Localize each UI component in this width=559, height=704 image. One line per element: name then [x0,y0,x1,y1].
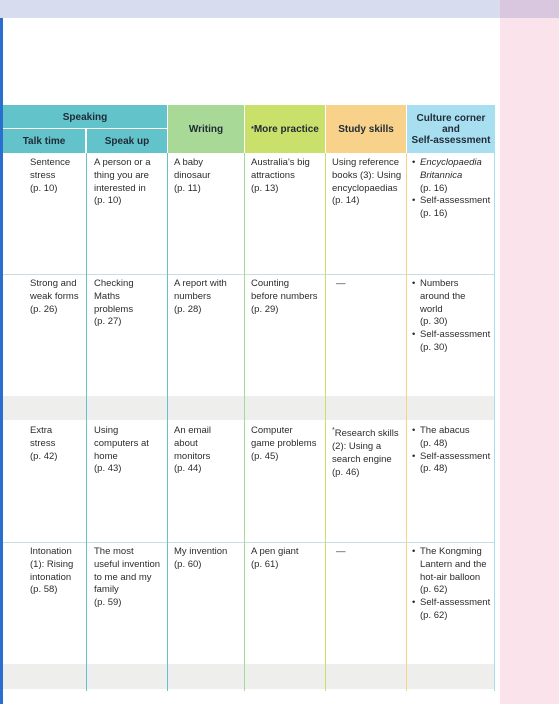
cell-line: A baby [174,157,204,168]
culture-line: • The abacus [420,425,470,436]
culture-page-ref: (p. 16) [420,208,448,220]
culture-line: • Numbers [420,278,459,289]
cell-line: *Research skills [332,427,399,440]
cell-line: weak forms [30,290,79,302]
header-writing: Writing [168,105,244,153]
culture-bullet-item [410,451,490,477]
more-practice-mark: * [251,125,254,133]
culture-line: Britannica [420,169,463,181]
row-divider [3,542,495,543]
cell-line: (p. 60) [174,558,202,570]
cell-line: books (3): Using [332,169,402,181]
culture-header-line2: and [442,123,460,135]
more-practice-cell [251,278,318,316]
cell-line: numbers [174,290,211,302]
talk-time-cell [30,157,70,195]
cell-line: (p. 42) [30,450,58,462]
cell-line: Computer [251,425,293,436]
culture-page-ref: (p. 48) [420,437,448,449]
cell-line: problems [94,303,134,315]
column-divider [325,153,326,691]
cell-line: Sentence [30,157,71,168]
cell-line: Australia's big [251,157,310,168]
cell-line: (p. 13) [251,182,279,194]
cell-line: (p. 43) [94,463,122,475]
page-edge-strip [500,18,559,704]
cell-line: (p. 29) [251,303,279,315]
header-more-practice [245,105,325,153]
culture-bullet-item [410,597,490,623]
culture-page-ref: (p. 48) [420,463,448,475]
talk-time-cell [30,546,73,597]
culture-line: world [420,303,443,315]
cell-line: Using [94,425,119,436]
study-skills-cell [332,546,346,559]
cell-line: (p. 10) [94,195,122,207]
cell-line: (1): Rising [30,558,74,570]
cell-line: A person or a [94,157,151,168]
cell-line: — [336,546,346,557]
header-speaking: Speaking [3,105,167,129]
culture-bullet-item [410,157,482,195]
speak-up-cell [94,425,149,476]
study-skills-cell [332,425,399,479]
cell-line: thing you are [94,169,149,181]
cell-line: stress [30,437,56,449]
culture-header-line1: Culture corner [416,112,486,124]
cell-line: encyclopaedias [332,182,398,194]
cell-line: useful invention [94,558,161,570]
cell-line: (p. 26) [30,303,58,315]
speak-up-cell [94,157,151,208]
column-divider [167,153,168,691]
cell-line: search engine [332,453,392,465]
cell-line: (p. 46) [332,466,360,478]
writing-cell [174,157,210,195]
culture-bullet-item [410,329,490,355]
culture-bullet-item [410,195,490,221]
culture-line: Lantern and the [420,558,487,570]
more-practice-cell [251,425,316,463]
cell-line: about [174,437,198,449]
cell-line: (p. 10) [30,182,58,194]
cell-line: The most [94,546,134,557]
culture-line: • Encyclopaedia [420,157,482,168]
cell-line: home [94,450,118,462]
cell-line: game problems [251,437,317,449]
cell-line: family [94,584,119,596]
cell-line: (p. 27) [94,316,122,328]
section-band [3,396,495,420]
cell-line: (p. 14) [332,195,360,207]
cell-line: Strong and [30,278,77,289]
cell-line: (p. 44) [174,463,202,475]
top-header-band [0,0,500,18]
cell-line: An email [174,425,211,436]
culture-line: • Self-assessment [420,195,491,207]
cell-line: (p. 58) [30,584,58,596]
cell-line: A pen giant [251,546,299,557]
cell-line: Using reference [332,157,400,168]
culture-page-ref: (p. 30) [420,341,448,353]
cell-line: computers at [94,437,149,449]
cell-line: Checking [94,278,134,289]
row-divider [3,274,495,275]
section-band [3,664,495,689]
column-divider [86,153,87,691]
cell-line: My invention [174,546,228,557]
writing-cell [174,546,227,572]
cell-line: to me and my [94,571,152,583]
culture-line: • Self-assessment [420,597,491,609]
study-skills-cell [332,157,401,208]
culture-line: • Self-assessment [420,450,491,462]
culture-bullet-item [410,546,487,597]
culture-page-ref: (p. 62) [420,584,448,596]
talk-time-cell [30,278,79,316]
culture-bullet-item [410,278,465,329]
cell-line: — [336,278,346,289]
header-study-skills: Study skills [326,105,406,153]
research-skills-mark: * [332,427,335,434]
writing-cell [174,278,227,316]
cell-line: A report with [174,278,227,289]
culture-page-ref: (p. 16) [420,182,448,194]
cell-line: Extra [30,425,53,436]
cell-line: dinosaur [174,169,211,181]
talk-time-cell [30,425,57,463]
cell-line: (p. 28) [174,303,202,315]
cell-line: monitors [174,450,211,462]
writing-cell [174,425,211,476]
cell-line: stress [30,169,56,181]
cell-line: (p. 45) [251,450,279,462]
cell-line: (2): Using a [332,440,382,452]
study-skills-cell [332,278,346,291]
cell-line: (p. 11) [174,182,201,194]
cell-line: before numbers [251,290,318,302]
cell-line: (p. 61) [251,558,279,570]
culture-line: around the [420,290,466,302]
cell-line: interested in [94,182,146,194]
culture-bullet-item [410,425,470,451]
more-practice-label: More practice [253,123,319,135]
more-practice-cell [251,546,299,572]
cell-line: Maths [94,290,120,302]
culture-page-ref: (p. 62) [420,609,448,621]
cell-line: Intonation [30,546,72,557]
more-practice-cell [251,157,310,195]
cell-line: (p. 59) [94,597,122,609]
speak-up-cell [94,278,134,329]
cell-line: intonation [30,571,72,583]
header-culture-corner [407,105,495,153]
cell-line: Counting [251,278,290,289]
culture-line: • The Kongming [420,546,482,557]
top-header-band-corner [500,0,559,18]
column-divider [494,153,495,691]
culture-page-ref: (p. 30) [420,316,448,328]
cell-line: attractions [251,169,295,181]
culture-header-line3: Self-assessment [411,134,491,146]
header-speak-up: Speak up [87,129,167,153]
column-divider [244,153,245,691]
culture-line: hot-air balloon [420,571,481,583]
column-divider [406,153,407,691]
speak-up-cell [94,546,160,610]
culture-line: • Self-assessment [420,329,491,341]
header-talk-time: Talk time [3,129,85,153]
